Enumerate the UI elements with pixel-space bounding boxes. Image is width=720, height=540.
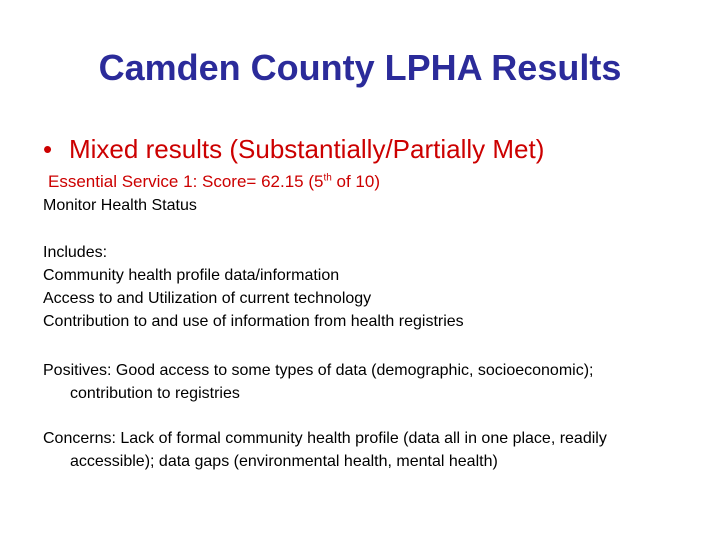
main-bullet [43, 133, 544, 165]
concerns-line-1: Concerns: Lack of formal community health profile (data all in one place, readily [43, 430, 607, 447]
essential-service-prefix: Essential Service 1: Score= 62.15 (5 [48, 172, 324, 191]
positives-line-2: contribution to registries [70, 385, 240, 402]
positives-line-1: Positives: Good access to some types of data (demographic, socioeconomic); [43, 362, 594, 379]
bullet-dot-icon: • [43, 134, 53, 164]
monitor-block [43, 194, 693, 217]
main-bullet-text: Mixed results (Substantially/Partially Met) [69, 134, 545, 164]
slide-title: Camden County LPHA Results [98, 47, 622, 88]
positives-block [43, 359, 693, 405]
essential-service-line [48, 171, 380, 193]
concerns-line-2: accessible); data gaps (environmental health, mental health) [70, 453, 498, 470]
includes-block [43, 241, 693, 333]
monitor-text: Monitor Health Status [43, 197, 197, 214]
includes-item: Community health profile data/information [43, 267, 340, 284]
essential-service-suffix: of 10) [331, 172, 380, 191]
includes-heading: Includes: [43, 244, 108, 261]
includes-item: Access to and Utilization of current technology [43, 290, 372, 307]
includes-item: Contribution to and use of information from health registries [43, 313, 464, 330]
concerns-block [43, 427, 693, 473]
essential-service-superscript: th [323, 172, 332, 184]
